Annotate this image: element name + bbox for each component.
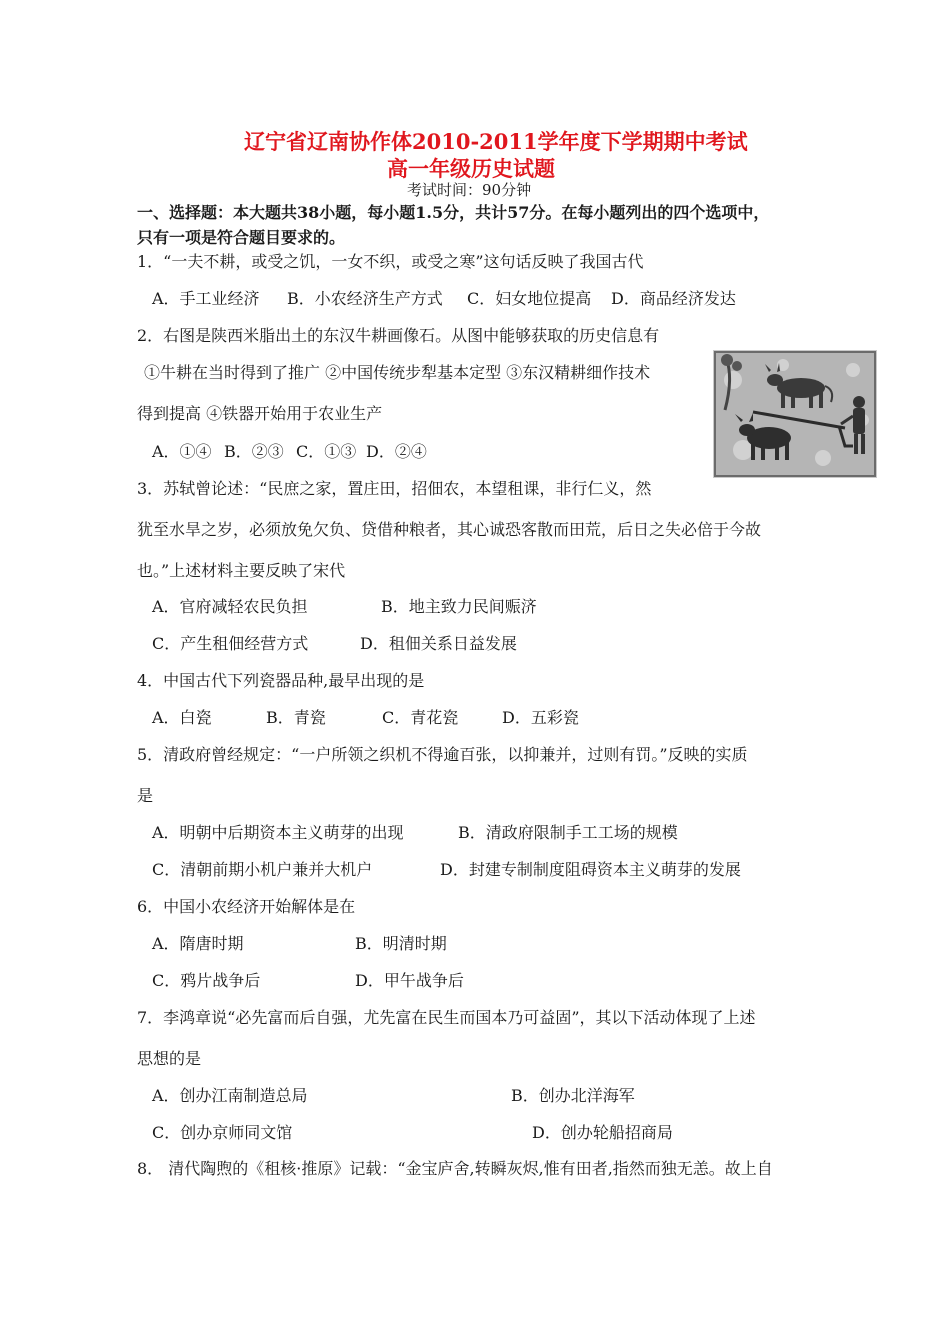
q5-option-b: B．清政府限制手工工场的规模	[458, 823, 678, 842]
q3-option-c: C．产生租佃经营方式	[152, 634, 309, 653]
q5-option-c: C．清朝前期小机户兼并大机户	[152, 860, 373, 879]
exam-title: 辽宁省辽南协作体2010-2011学年度下学期期中考试	[244, 129, 748, 154]
q5-option-d: D．封建专制制度阻碍资本主义萌芽的发展	[440, 860, 741, 879]
q7-option-d: D．创办轮船招商局	[532, 1123, 673, 1142]
question-7-stem-line2: 思想的是	[137, 1049, 202, 1068]
q1-option-b: B．小农经济生产方式	[287, 289, 443, 308]
question-7-stem: 7．李鸿章说“必先富而后自强，尤先富在民生而国本乃可益固”，其以下活动体现了上述	[137, 1008, 756, 1027]
q5-option-a: A．明朝中后期资本主义萌芽的出现	[152, 823, 404, 842]
q3-option-a: A．官府减轻农民负担	[152, 597, 308, 616]
question-8-stem: 8． 清代陶煦的《租核·推原》记载：“金宝庐舍,转瞬灰烬,惟有田者,指然而独无恙。故上自	[137, 1159, 773, 1178]
question-4-stem: 4．中国古代下列瓷器品种,最早出现的是	[137, 671, 425, 690]
ox-plough-stone-relief-image	[713, 350, 877, 478]
q4-option-a: A．白瓷	[152, 708, 212, 727]
question-6-stem: 6．中国小农经济开始解体是在	[137, 897, 356, 916]
q7-option-b: B．创办北洋海军	[511, 1086, 635, 1105]
question-2-stem-line3: 得到提高 ④铁器开始用于农业生产	[137, 404, 383, 423]
q7-option-c: C．创办京师同文馆	[152, 1123, 293, 1142]
q1-option-c: C．妇女地位提高	[467, 289, 592, 308]
exam-time: 考试时间：90分钟	[407, 181, 532, 199]
exam-subtitle: 高一年级历史试题	[387, 156, 555, 181]
q6-option-a: A．隋唐时期	[152, 934, 244, 953]
q4-option-b: B．青瓷	[266, 708, 326, 727]
q6-option-d: D．甲午战争后	[355, 971, 464, 990]
question-2-stem: 2．右图是陕西米脂出土的东汉牛耕画像石。从图中能够获取的历史信息有	[137, 326, 660, 345]
q4-option-d: D．五彩瓷	[502, 708, 579, 727]
q4-option-c: C．青花瓷	[382, 708, 459, 727]
q3-option-d: D．租佃关系日益发展	[360, 634, 517, 653]
q1-option-d: D．商品经济发达	[611, 289, 736, 308]
question-1-stem: 1．“一夫不耕，或受之饥，一女不织，或受之寒”这句话反映了我国古代	[137, 252, 644, 271]
q7-option-a: A．创办江南制造总局	[152, 1086, 308, 1105]
q3-option-b: B．地主致力民间赈济	[381, 597, 537, 616]
q6-option-b: B．明清时期	[355, 934, 447, 953]
q1-option-a: A．手工业经济	[152, 289, 260, 308]
question-2-stem-line2: ①牛耕在当时得到了推广 ②中国传统步犁基本定型 ③东汉精耕细作技术	[144, 363, 651, 382]
q2-option-c: C．①③	[296, 442, 357, 461]
section-heading-cont: 只有一项是符合题目要求的。	[137, 228, 346, 247]
question-3-stem-line2: 犹至水旱之岁，必须放免欠负、贷借种粮者，其心诚恐客散而田荒，后日之失必倍于今故	[137, 520, 762, 539]
q2-option-a: A．①④	[152, 442, 212, 461]
q2-option-d: D．②④	[366, 442, 427, 461]
question-5-stem-line2: 是	[137, 786, 154, 805]
question-3-stem: 3．苏轼曾论述：“民庶之家，置庄田，招佃农，本望租课，非行仁义，然	[137, 479, 652, 498]
question-3-stem-line3: 也。”上述材料主要反映了宋代	[137, 561, 346, 580]
section-heading: 一、选择题：本大题共38小题，每小题1.5分，共计57分。在每小题列出的四个选项中，	[137, 203, 770, 222]
q6-option-c: C．鸦片战争后	[152, 971, 261, 990]
question-5-stem: 5．清政府曾经规定：“一户所领之织机不得逾百张，以抑兼并，过则有罚。”反映的实质	[137, 745, 748, 764]
q2-option-b: B．②③	[224, 442, 284, 461]
